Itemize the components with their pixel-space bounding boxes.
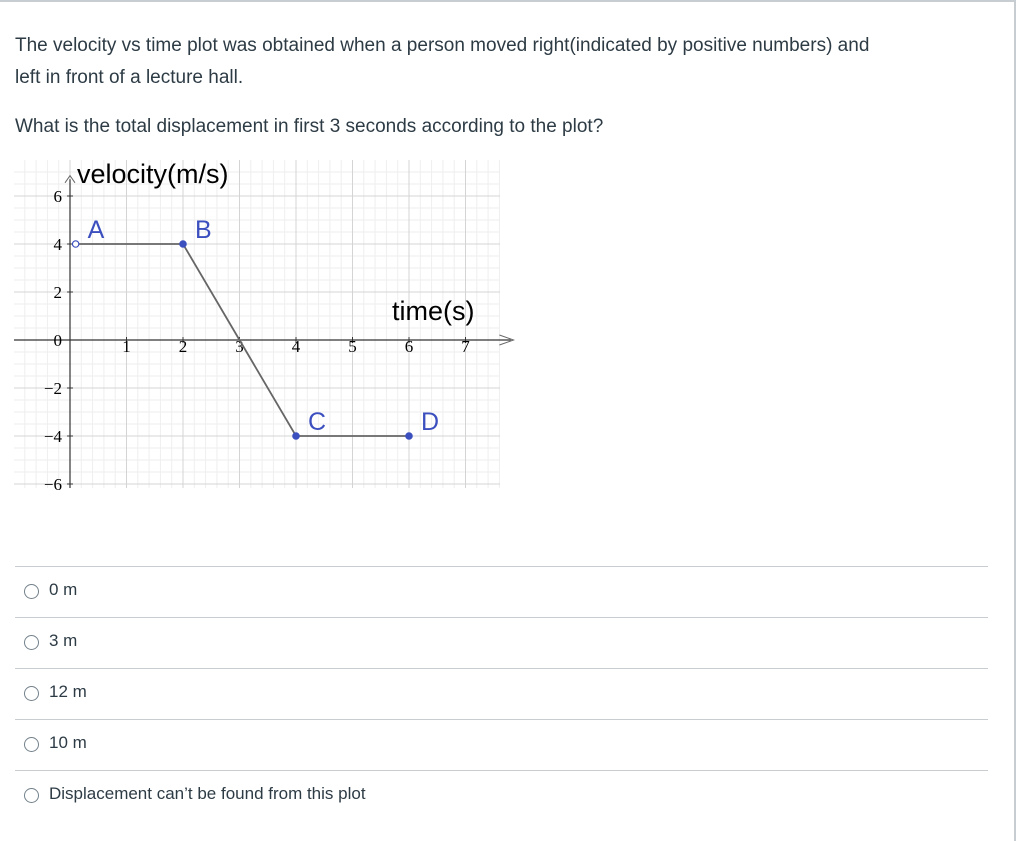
radio-button[interactable] xyxy=(24,737,39,752)
point-label-c: C xyxy=(308,408,327,436)
answer-label: 10 m xyxy=(49,733,87,752)
x-tick-label: 3 xyxy=(235,337,244,356)
answer-option-4[interactable] xyxy=(15,719,988,770)
radio-button[interactable] xyxy=(24,788,39,803)
radio-button[interactable] xyxy=(24,635,39,650)
x-tick-label: 5 xyxy=(348,337,357,356)
y-tick-label: 6 xyxy=(53,187,62,206)
y-tick-label: 2 xyxy=(53,283,62,302)
answer-option-5[interactable] xyxy=(15,770,988,821)
y-axis-label: velocity(m/s) xyxy=(77,159,229,189)
y-tick-label: −6 xyxy=(43,475,62,494)
answer-option-1[interactable] xyxy=(15,566,988,617)
x-tick-label: 4 xyxy=(291,337,301,356)
x-tick-label: 1 xyxy=(122,337,131,356)
question-line-1: The velocity vs time plot was obtained when a person moved right(indicated by positive numbers) and xyxy=(15,35,870,56)
point-marker-a xyxy=(72,241,78,247)
x-tick-label: 2 xyxy=(178,337,188,356)
point-label-d: D xyxy=(421,408,440,436)
point-marker-c xyxy=(293,433,299,439)
y-tick-label: 4 xyxy=(53,235,62,254)
right-border xyxy=(1014,0,1016,841)
y-tick-label: −2 xyxy=(43,379,62,398)
answer-label: 0 m xyxy=(49,580,78,599)
question-text xyxy=(15,30,1005,94)
point-marker-d xyxy=(406,433,412,439)
answer-option-3[interactable] xyxy=(15,668,988,719)
answer-label: Displacement can’t be found from this plot xyxy=(49,784,366,803)
question-prompt: What is the total displacement in first 3 seconds according to the plot? xyxy=(15,116,604,137)
answer-option-2[interactable] xyxy=(15,617,988,668)
radio-button[interactable] xyxy=(24,584,39,599)
point-marker-b xyxy=(180,241,186,247)
top-border xyxy=(0,0,1016,2)
y-tick-label: −4 xyxy=(43,427,62,446)
velocity-time-chart xyxy=(0,150,520,495)
point-label-b: B xyxy=(195,216,212,244)
question-line-2: left in front of a lecture hall. xyxy=(15,67,244,88)
x-axis-label: time(s) xyxy=(392,296,475,326)
radio-button[interactable] xyxy=(24,686,39,701)
x-tick-label: 6 xyxy=(404,337,414,356)
answer-label: 12 m xyxy=(49,682,87,701)
answer-label: 3 m xyxy=(49,631,78,650)
point-label-a: A xyxy=(87,216,105,244)
y-tick-label: 0 xyxy=(53,331,62,350)
x-tick-label: 7 xyxy=(461,337,470,356)
